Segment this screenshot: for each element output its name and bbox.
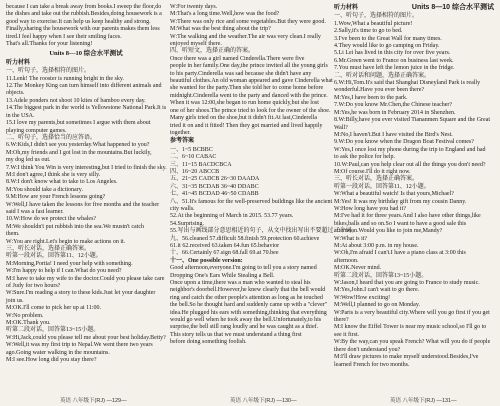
answer-line: 54.Surprising. — [170, 220, 205, 227]
answer-line: 四、16~20 ABCCB — [170, 168, 220, 175]
text-line: M:OK.I'll come to pick her up at 11:00. — [6, 305, 102, 312]
text-line: join us. — [6, 297, 24, 304]
text-line: W:Wow!How exciting! — [334, 294, 391, 301]
text-line: said I was a fast learner. — [6, 208, 64, 215]
text-line: idea.He plugged his ears with something,thinking that everything — [170, 309, 327, 316]
text-line: 二、听对话和问题，选择正确答案。 — [334, 72, 431, 79]
text-line: of Judy for two hours? — [6, 283, 61, 290]
text-line: W:I'm happy to help if I can.What do you need? — [6, 268, 122, 275]
text-line: W:By the way,can you speak French? What will you do if people — [334, 339, 491, 346]
text-line: M:I have to take my wife to the doctor.Could you please take care — [6, 275, 165, 282]
text-line: 7.W:I think You Win is very interesting,but I tried to finish the sky. — [6, 164, 167, 171]
answer-line: 七、41~45 BCDAD 46~50 CDABB — [170, 191, 259, 198]
text-line: learned French for two months. — [334, 361, 410, 368]
text-line: Once upon a time,there was a man who wanted to steal his — [170, 280, 311, 287]
text-line: When it was 12:00,she began to run home quickly,but she lost — [170, 100, 319, 107]
text-line: enjoyed myself there. — [170, 41, 222, 48]
text-line: playing computer games. — [6, 127, 67, 134]
text-line: M:At about 3:00 p.m. in my house. — [334, 243, 419, 249]
listening-heading: 听力材料 — [6, 59, 31, 66]
listening-text-2 — [334, 13, 494, 369]
text-line: one of her shoes.The prince tried to look for the owner of the shoe. — [170, 107, 331, 114]
text-line: the dishes and take out the rubbish.Besides,doing housework is a — [6, 11, 162, 18]
answer-line: 52.At the beginning of March in 2015. 53.77 years. — [170, 213, 294, 220]
text-line: M:Yes,I have been to the park. — [334, 94, 408, 101]
text-line: 1.Wow,What a beautiful picture! — [334, 20, 413, 27]
answer-line: city walls. — [170, 205, 195, 212]
text-line: M:Well,I planned to go on Monday. — [334, 302, 420, 309]
column-left — [6, 4, 166, 392]
text-line: M:We shouldn't put rubbish into the sea.We mustn't catch — [6, 223, 145, 230]
answer-line: 55.写出与画线部分意思相近的句子，从文中找出写出不要超过三个词。 — [170, 228, 358, 235]
text-line: M:Yes,John.I can't wait to go there. — [334, 287, 420, 294]
answers-heading: 参考答案 — [170, 138, 195, 145]
column-right — [334, 4, 494, 392]
text-line: 14.The biggest park in the world is Yellowstone National Park.It is — [6, 105, 167, 112]
text-line: M:Morning,Portia! I need your help with something. — [6, 260, 133, 267]
text-line: 三、听长对话，选择正确答案。 — [6, 246, 91, 252]
text-line: M:No,I haven't.But I have visited the Bird's Nest. — [334, 131, 453, 138]
text-line: W:Well,I have taken the lessons for five months and the teacher — [6, 201, 160, 208]
text-line: 12.The Monkey King can turn himself into different animals and — [6, 83, 162, 90]
answer-line: 九、56.cleaned 57.difficult 58.finish 59.protection 60.achieve — [170, 235, 320, 242]
text-line: W:Yes,I once lost my phone during the trip to England and had — [334, 146, 486, 153]
text-line: W:Hi,Jack,could you please tell me about your best holiday.Betty? — [6, 334, 166, 341]
text-line: beautiful clothes.An old woman appeared and gave Cinderella what — [170, 78, 333, 85]
answer-line: 五、21~25 CADCB 26~30 DAADA — [170, 176, 260, 183]
listening-text — [6, 68, 166, 364]
text-line: 四、听短文，选择正确的答案。 — [170, 48, 255, 55]
text-line: the bell.So he thought hard and suddenly came up with a "clever" — [170, 302, 328, 309]
text-line: M:What was the best thing about the trip? — [170, 26, 271, 33]
text-line: 听第二段对话，回答第13~15小题。 — [6, 327, 100, 334]
text-line: M:I'll draw pictures to make myself understood.Besides,I've — [334, 354, 479, 361]
text-line: to ask the police for help. — [334, 154, 395, 161]
text-line: M:You should take a dictionary. — [6, 186, 83, 193]
text-line: 10.W:How do we protect the whales? — [6, 216, 97, 223]
text-line: W:Oh,I'm afraid I can't.I have a piano class at 3:00 this — [334, 250, 466, 257]
text-line: M:Oh,my friends and I got lost in the mountains.But luckily, — [6, 149, 152, 156]
text-line: 8.W:I don't know what to take to Los Angeles. — [6, 179, 118, 186]
text-line: midnight.Cinderella went to the party and danced with the prince. — [170, 92, 328, 99]
text-line: Many girls tried on the shoe,but it didn't fit.At last,Cinderella — [170, 115, 318, 122]
answer-line: 三、11~15 BACDCBCA — [170, 161, 232, 168]
answer-line: 61.it 62.received 63.taken 64.fun 65.behavior — [170, 243, 280, 249]
text-line: them. — [6, 231, 20, 238]
text-line: M:I see.How long did you stay there? — [6, 357, 97, 364]
text-line: 听第一段对话，回答第11、12小题。 — [334, 183, 430, 190]
text-line: 9.M:How are your French lessons going? — [6, 194, 106, 201]
text-line: 10.W:Paul,can you help clear out all the things you don't need? — [334, 161, 486, 168]
text-line: there? — [334, 317, 349, 324]
text-line: before doing something foolish. — [170, 339, 247, 346]
text-line: M:I know the Eiffel Tower is near my music school,so I'll go to — [334, 324, 487, 331]
text-line: 6.W:Kids,I didn't see you yesterday.What happened to you? — [6, 142, 150, 149]
text-line: W:How long have you had it? — [334, 205, 406, 212]
text-line: 一、听句子，选择相符的图片。 — [334, 13, 419, 20]
listening-heading-2: 听力材料 — [334, 5, 359, 11]
text-line: 二、听句子，选择恰当的应答语。 — [6, 134, 97, 141]
text-line: W:The walking and the weather.The air was very clean.I really — [170, 33, 321, 40]
text-line: together. — [170, 129, 191, 136]
text-line: W:Jason,I heard that you are going to France to study music. — [334, 280, 480, 287]
answer-line: 六、31~35 BCDAB 36~40 DDABC — [170, 183, 259, 190]
text-line: 5.Li Lei has lived in this city for over five years. — [334, 50, 451, 57]
text-line: ring and catch the other people's attention as long as he touched — [170, 294, 323, 301]
text-line: Once there was a girl named Cinderella.There were five — [170, 55, 305, 62]
text-line: would go well when he took away the bell.Unfortunately,to his — [170, 317, 322, 324]
text-line: M:I've had it for three years.And I also have other things,like — [334, 213, 481, 220]
text-line: 6.Mr.Green went to France on business last week. — [334, 57, 454, 64]
text-line: objects. — [6, 90, 25, 97]
text-line: W:What a beautiful watch! Is that yours,Michael? — [334, 191, 454, 198]
text-line: 听第一段对话，回答第11、12小题。 — [6, 253, 102, 260]
text-line: 听第二段对话，回答第13~15小题。 — [334, 272, 428, 279]
answer-line: 八、51.It's famous for the well-preserved buildings like the ancient — [170, 198, 333, 205]
essay-heading: 十一、One possible version: — [170, 257, 243, 264]
text-line: there don't understand you? — [334, 346, 401, 353]
text-line: to his party.Cinderella was sad because she didn't have any — [170, 70, 312, 77]
text-line: tired.I feel happy when I see their smiling faces. — [6, 33, 122, 40]
text-line: M:That's a long time.Well,how was the food? — [170, 11, 280, 18]
text-line: neighbor's doorbell.However,he knew clearly that the bell would — [170, 287, 326, 294]
text-line: W:For twenty days. — [170, 4, 218, 10]
text-line: 11.Lenk! The rooster is running bright in the sky. — [6, 75, 124, 82]
text-line: W:Well,it was my first trip to Nepal.We went there two years — [6, 342, 153, 349]
text-line: my dog led us out. — [6, 157, 51, 164]
text-line: Finally,sharing the housework with our parents makes them less — [6, 26, 160, 33]
text-line: M:Yes! It was my birthday gift from my cousin Danny. — [334, 198, 467, 205]
text-line: That's all.Thanks for your listening! — [6, 41, 93, 48]
page-footer-3: 英语 八年级下(RJ) —131— — [390, 398, 457, 404]
text-line: see it first. — [334, 331, 360, 338]
text-line: she wanted for the party.Then she told her to come home before — [170, 85, 324, 92]
answer-line: 二、6~10 CABAC — [170, 154, 217, 161]
text-line: bikes,balls and so on.So I want to have a good sale this — [334, 220, 467, 227]
text-line: Wall? — [334, 124, 348, 131]
text-line: W:There was only rice and some vegetables.But they were good. — [170, 18, 326, 25]
answer-line: 一、1~5 BCBBC — [170, 146, 213, 153]
text-line: ago.Going water walking in the mountains. — [6, 349, 110, 356]
text-line: wonderful.Have you ever been there? — [334, 87, 425, 94]
text-line: W:Sure.I'm reading a story to these kids.Just let your daughter — [6, 290, 156, 297]
text-line: W:Paris is a very beautiful city.Where will you go first if you get — [334, 309, 490, 316]
text-line: afternoon.Would you like to join me,Mandy? — [334, 228, 443, 235]
text-line: 7.W:Do you know Mr.Chen,the Chinese teacher? — [334, 102, 453, 109]
text-line: W:You are right.Let's begin to make actions on it. — [6, 238, 126, 245]
text-line: 三、听长对话，选择正确答案。 — [334, 176, 419, 183]
page-footer-2: 英语 八年级下(RJ) —130— — [230, 398, 297, 404]
text-line: 9.W:Do you know when the Dragon Boat Festival comes? — [334, 139, 474, 146]
text-line: Dropping One's Ears While Stealing a Bell. — [170, 272, 275, 279]
text-line: 7.You must have left the lemon juice in the fridge. — [334, 65, 455, 72]
text-line: 4.They would like to go camping on Friday. — [334, 43, 440, 50]
text-line: 15.I love my parents,but sometimes I argue with them about — [6, 120, 151, 127]
text-line: 13.Adele ponders not shoot 10 kites of bamboo every day. — [6, 97, 146, 104]
text-line: W:What is it? — [334, 235, 368, 242]
text-line: M:OK.Thank you. — [6, 320, 51, 327]
text-line: Good afternoon,everyone.I'm going to tell you a story named — [170, 265, 317, 272]
unit-title: Units 8—10 综合水平测试 — [49, 50, 123, 58]
text-line: 2.Sally,it's time to go to bed. — [334, 28, 403, 35]
answer-line: 十、66.Certainly 67.sign 68.fall 69.at 70.bee — [170, 250, 279, 257]
text-line: good way to exercise.It can help us keep healthy and strong. — [6, 18, 151, 25]
text-line: because I can take a break away from books.I sweep the floor,do — [6, 4, 162, 10]
text-line: surprise,the bell still rang loudly and he was caught as a thief. — [170, 324, 319, 331]
text-line: M:OK.Never mind. — [334, 265, 382, 272]
text-line: tried it on and it fitted! Then they got married and lived happily — [170, 122, 323, 129]
text-line: 6.W:Hi,Tom.It's said that Shanghai Disneyland Park is really — [334, 80, 481, 87]
essay-text — [170, 265, 330, 346]
text-line: in the USA. — [6, 112, 35, 119]
page-footer-1: 英语 八年级下(RJ) —129— — [60, 398, 127, 404]
text-line: people in her family.One day,the prince invited all the young girls — [170, 63, 328, 70]
text-line: M:Of course.I'll do it right now. — [334, 168, 411, 175]
text-line: This story tells us that we must understand a thing first — [170, 331, 302, 338]
listening-text-continued — [170, 4, 333, 137]
text-line: M:Yes,he was born in February 2014 in Shenzhen. — [334, 109, 456, 116]
text-line: 一、听句子，选择相符的图片。 — [6, 68, 91, 75]
page-header: Units 8—10 综合水平测试 — [411, 4, 494, 11]
text-line: M:I don't agree,I think she is very silly. — [6, 171, 101, 178]
text-line: afternoon. — [334, 257, 359, 264]
intro-paragraph — [6, 4, 166, 48]
text-line: 8.W:Billy,have you ever visited Tiananmen Square and the Great — [334, 117, 491, 124]
text-line: W:No problem. — [6, 312, 44, 319]
text-line: 3.I've been to the Great Wall for many times. — [334, 35, 442, 42]
